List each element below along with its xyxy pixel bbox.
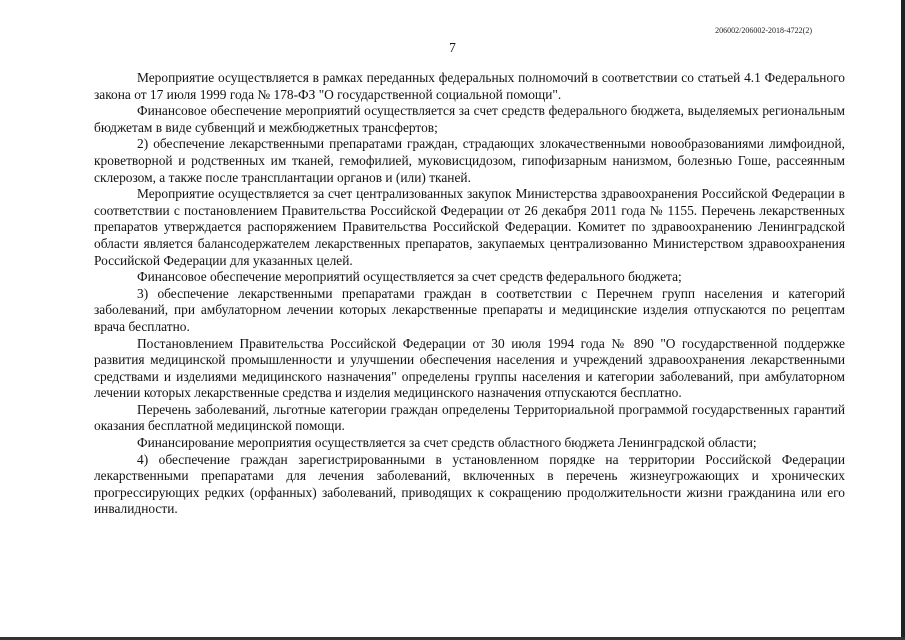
paragraph: 3) обеспечение лекарственными препаратами граждан в соответствии с Перечнем групп населения и категорий заболеваний, при амбулаторном лечении которых лекарственные препараты и медицинские изделия отпускаются по рецептам врача бесплатно. [94,285,845,334]
paragraph: 2) обеспечение лекарственными препаратами граждан, страдающих злокачественными новообразованиями лимфоидной, кроветворной и родственных им тканей, гемофилией, муковисцидозом, гипофизарным нанизмом, болезнью Гоше, рассеянным склерозом, а также после трансплантации органов и (или) тканей. [94,136,845,185]
scan-edge-right [901,0,905,640]
document-body [94,70,845,518]
paragraph: 4) обеспечение граждан зарегистрированными в установленном порядке на территории Российской Федерации лекарственными препаратами для лечения заболеваний, включенных в перечень жизнеугрожающих и хронических прогрессирующих редких (орфанных) заболеваний, приводящих к сокращению продолжительности жизни гражданина или его инвалидности. [94,451,845,517]
paragraph: Постановлением Правительства Российской Федерации от 30 июля 1994 года № 890 "О государственной поддержке развития медицинской промышленности и улучшении обеспечения населения и учреждений здравоохранения лекарственными средствами и изделиями медицинского назначения" определены группы населения и категории заболеваний, при амбулаторном лечении которых лекарственные средства и изделия медицинского назначения отпускаются бесплатно. [94,335,845,401]
paragraph: Мероприятие осуществляется за счет централизованных закупок Министерства здравоохранения Российской Федерации в соответствии с постановлением Правительства Российской Федерации от 26 декабря 2011 года № 1155. Перечень лекарственных препаратов утверждается распоряжением Правительства Российской Федерации. Комитет по здравоохранению Ленинградской области является балансодержателем лекарственных препаратов, закупаемых централизованно Министерством здравоохранения Российской Федерации для указанных целей. [94,186,845,268]
paragraph: Перечень заболеваний, льготные категории граждан определены Территориальной программой государственных гарантий оказания бесплатной медицинской помощи. [94,401,845,434]
paragraph: Финансирование мероприятия осуществляется за счет средств областного бюджета Ленинградской области; [137,435,757,451]
page-number: 7 [449,40,456,55]
paragraph: Финансовое обеспечение мероприятий осуществляется за счет средств федерального бюджета; [137,269,682,285]
paragraph: Финансовое обеспечение мероприятий осуществляется за счет средств федерального бюджета, выделяемых региональным бюджетам в виде субвенций и межбюджетных трансфертов; [94,103,845,135]
document-code: 206002/206002-2018-4722(2) [715,26,812,35]
paragraph: Мероприятие осуществляется в рамках переданных федеральных полномочий в соответствии со статьей 4.1 Федерального закона от 17 июля 1999 года № 178-ФЗ "О государственной социальной помощи". [94,70,845,102]
